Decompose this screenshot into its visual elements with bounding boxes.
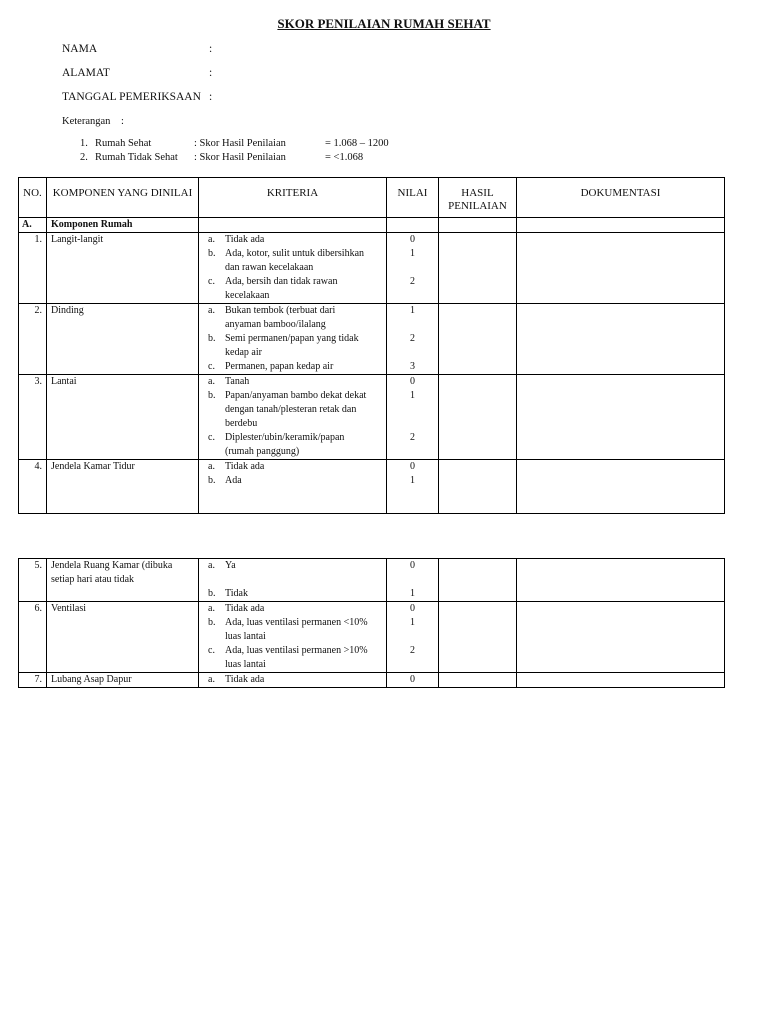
kriteria-line: [199, 417, 386, 431]
dokumentasi-cell[interactable]: [517, 602, 725, 673]
header-dokumentasi: DOKUMENTASI: [517, 178, 725, 218]
kriteria-text: kecelakaan: [225, 290, 270, 301]
row-komponen: Jendela Ruang Kamar (dibuka setiap hari atau tidak: [47, 559, 199, 602]
kriteria-letter: a.: [208, 603, 215, 614]
hasil-penilaian-cell[interactable]: [439, 375, 517, 460]
kriteria-line: [199, 289, 386, 303]
field-alamat: [62, 67, 213, 79]
field-colon: :: [209, 43, 213, 55]
empty-cell: [439, 218, 517, 233]
dokumentasi-cell[interactable]: [517, 304, 725, 375]
hasil-penilaian-cell[interactable]: [439, 559, 517, 602]
kriteria-text: kedap air: [225, 347, 262, 358]
row-number: 4.: [19, 460, 47, 514]
row-kriteria: [199, 460, 387, 514]
row-number: 7.: [19, 673, 47, 688]
field-colon: :: [209, 67, 213, 79]
assessment-table-1: [18, 177, 725, 514]
empty-cell: [517, 218, 725, 233]
nilai-value: 0: [410, 560, 415, 571]
nilai-value: [387, 488, 438, 502]
table-row: [19, 460, 725, 514]
nilai-value: 0: [410, 674, 415, 685]
kriteria-line: [199, 445, 386, 459]
empty-cell: [387, 218, 439, 233]
kriteria-text: [225, 488, 386, 502]
row-kriteria: [199, 559, 387, 602]
item-desc: : Skor Hasil Penilaian: [194, 138, 286, 149]
nilai-value: 2: [410, 333, 415, 344]
kriteria-line: [199, 261, 386, 275]
row-komponen: Dinding: [47, 304, 199, 375]
row-nilai: [387, 559, 439, 602]
keterangan-colon: :: [121, 116, 124, 127]
keterangan-label: [62, 116, 124, 127]
row-komponen: Jendela Kamar Tidur: [47, 460, 199, 514]
kriteria-line: [199, 233, 386, 247]
nilai-value: 1: [410, 305, 415, 316]
kriteria-text: anyaman bamboo/ilalang: [225, 319, 326, 330]
kriteria-text: [225, 573, 386, 587]
kriteria-text: Semi permanen/papan yang tidak: [225, 333, 359, 344]
kriteria-text: dan rawan kecelakaan: [225, 262, 314, 273]
row-kriteria: [199, 304, 387, 375]
table-row: [19, 233, 725, 304]
row-number: 5.: [19, 559, 47, 602]
nilai-value: [387, 318, 438, 332]
kriteria-text: luas lantai: [225, 631, 266, 642]
nilai-value: [387, 289, 438, 303]
row-kriteria: [199, 375, 387, 460]
item-range: = 1.068 – 1200: [325, 138, 389, 149]
hasil-penilaian-cell[interactable]: [439, 304, 517, 375]
item-range: = <1.068: [325, 152, 364, 163]
section-row: [19, 218, 725, 233]
kriteria-text: Tanah: [225, 376, 250, 387]
header-komponen: KOMPONEN YANG DINILAI: [47, 178, 199, 218]
kriteria-text: Bukan tembok (terbuat dari: [225, 305, 336, 316]
keterangan-text: Keterangan: [62, 116, 111, 127]
kriteria-text: (rumah panggung): [225, 446, 300, 457]
kriteria-text: Diplester/ubin/keramik/papan: [225, 432, 345, 443]
kriteria-line: [199, 474, 386, 488]
nilai-value: 2: [410, 276, 415, 287]
kriteria-line: [199, 630, 386, 644]
kriteria-line: [199, 559, 386, 573]
hasil-penilaian-cell[interactable]: [439, 673, 517, 688]
row-number: 6.: [19, 602, 47, 673]
field-label: ALAMAT: [62, 67, 110, 79]
item-number: 2.: [80, 152, 88, 163]
nilai-value: 1: [410, 588, 415, 599]
kriteria-line: [199, 247, 386, 261]
empty-cell: [199, 218, 387, 233]
kriteria-letter: b.: [208, 333, 216, 344]
table-row: [19, 304, 725, 375]
kriteria-text: Tidak ada: [225, 674, 265, 685]
kriteria-line: [199, 602, 386, 616]
kriteria-line: [199, 332, 386, 346]
kriteria-line: [199, 488, 386, 502]
kriteria-letter: a.: [208, 560, 215, 571]
kriteria-letter: a.: [208, 461, 215, 472]
kriteria-letter: c.: [208, 361, 215, 372]
nilai-value: 2: [410, 432, 415, 443]
kriteria-letter: b.: [208, 390, 216, 401]
row-nilai: [387, 304, 439, 375]
dokumentasi-cell[interactable]: [517, 460, 725, 514]
row-komponen: Langit-langit: [47, 233, 199, 304]
kriteria-text: Tidak ada: [225, 234, 265, 245]
kriteria-letter: a.: [208, 376, 215, 387]
kriteria-line: [199, 403, 386, 417]
kriteria-letter: a.: [208, 674, 215, 685]
dokumentasi-cell[interactable]: [517, 673, 725, 688]
header-nilai: NILAI: [387, 178, 439, 218]
nilai-value: [387, 573, 438, 587]
kriteria-line: [199, 318, 386, 332]
nilai-value: [387, 403, 438, 417]
nilai-value: 0: [410, 376, 415, 387]
kriteria-line: [199, 673, 386, 687]
assessment-table-2: [18, 558, 725, 688]
row-komponen: Lubang Asap Dapur: [47, 673, 199, 688]
item-name: Rumah Sehat: [95, 138, 152, 149]
nilai-value: 3: [410, 361, 415, 372]
row-number: 3.: [19, 375, 47, 460]
row-komponen: Lantai: [47, 375, 199, 460]
kriteria-line: [199, 658, 386, 672]
nilai-value: 1: [410, 390, 415, 401]
hasil-penilaian-cell[interactable]: [439, 233, 517, 304]
nilai-value: [387, 630, 438, 644]
kriteria-text: berdebu: [225, 418, 258, 429]
header-kriteria: KRITERIA: [199, 178, 387, 218]
kriteria-text: Ada, kotor, sulit untuk dibersihkan: [225, 248, 365, 259]
dokumentasi-cell[interactable]: [517, 559, 725, 602]
kriteria-letter: a.: [208, 305, 215, 316]
kriteria-line: [199, 573, 386, 587]
nilai-value: 1: [410, 617, 415, 628]
row-number: 2.: [19, 304, 47, 375]
header-no: NO.: [19, 178, 47, 218]
nilai-value: 0: [410, 603, 415, 614]
nilai-value: 1: [410, 248, 415, 259]
row-number: 1.: [19, 233, 47, 304]
nilai-value: [387, 346, 438, 360]
kriteria-letter: c.: [208, 645, 215, 656]
header-hasil: HASIL PENILAIAN: [439, 178, 517, 218]
kriteria-text: Permanen, papan kedap air: [225, 361, 334, 372]
kriteria-text: Ada, luas ventilasi permanen <10%: [225, 617, 368, 628]
section-number: A.: [19, 218, 47, 233]
field-label: NAMA: [62, 43, 98, 55]
kriteria-letter: c.: [208, 276, 215, 287]
nilai-value: [387, 417, 438, 431]
section-label: Komponen Rumah: [47, 218, 199, 233]
item-number: 1.: [80, 138, 88, 149]
row-nilai: [387, 460, 439, 514]
hasil-penilaian-cell[interactable]: [439, 602, 517, 673]
hasil-penilaian-cell[interactable]: [439, 460, 517, 514]
table-row: [19, 375, 725, 460]
row-nilai: [387, 233, 439, 304]
row-nilai: [387, 375, 439, 460]
nilai-value: [387, 445, 438, 459]
kriteria-line: [199, 460, 386, 474]
table-row: [19, 559, 725, 602]
document-title: SKOR PENILAIAN RUMAH SEHAT: [277, 16, 491, 31]
row-kriteria: [199, 602, 387, 673]
row-kriteria: [199, 233, 387, 304]
kriteria-text: dengan tanah/plesteran retak dan: [225, 404, 357, 415]
kriteria-letter: b.: [208, 475, 216, 486]
row-nilai: [387, 602, 439, 673]
nilai-value: [387, 658, 438, 672]
row-komponen: Ventilasi: [47, 602, 199, 673]
field-tanggal: [62, 91, 213, 103]
kriteria-text: Tidak: [225, 588, 248, 599]
field-colon: :: [209, 91, 213, 103]
nilai-value: [387, 261, 438, 275]
kriteria-line: [199, 275, 386, 289]
kriteria-line: [199, 587, 386, 601]
field-label: TANGGAL PEMERIKSAAN: [62, 91, 201, 103]
kriteria-line: [199, 616, 386, 630]
table-row: [19, 673, 725, 688]
kriteria-letter: b.: [208, 248, 216, 259]
kriteria-line: [199, 360, 386, 374]
kriteria-text: Tidak ada: [225, 461, 265, 472]
row-nilai: [387, 673, 439, 688]
kriteria-letter: c.: [208, 432, 215, 443]
kriteria-text: Papan/anyaman bambo dekat dekat: [225, 390, 367, 401]
kriteria-letter: a.: [208, 234, 215, 245]
kriteria-letter: b.: [208, 588, 216, 599]
kriteria-line: [199, 644, 386, 658]
kriteria-letter: b.: [208, 617, 216, 628]
kriteria-text: Ya: [225, 560, 236, 571]
field-nama: [62, 43, 213, 55]
nilai-value: 1: [410, 475, 415, 486]
kriteria-text: Ada: [225, 475, 242, 486]
nilai-value: 2: [410, 645, 415, 656]
kriteria-line: [199, 389, 386, 403]
item-desc: : Skor Hasil Penilaian: [194, 152, 286, 163]
kriteria-line: [199, 431, 386, 445]
kriteria-line: [199, 375, 386, 389]
kriteria-text: luas lantai: [225, 659, 266, 670]
kriteria-text: Tidak ada: [225, 603, 265, 614]
dokumentasi-cell[interactable]: [517, 375, 725, 460]
item-name: Rumah Tidak Sehat: [95, 152, 178, 163]
row-kriteria: [199, 673, 387, 688]
kriteria-text: Ada, luas ventilasi permanen >10%: [225, 645, 368, 656]
nilai-value: 0: [410, 461, 415, 472]
table-row: [19, 602, 725, 673]
dokumentasi-cell[interactable]: [517, 233, 725, 304]
kriteria-text: Ada, bersih dan tidak rawan: [225, 276, 338, 287]
nilai-value: 0: [410, 234, 415, 245]
kriteria-line: [199, 346, 386, 360]
table-header-row: [19, 178, 725, 218]
kriteria-line: [199, 304, 386, 318]
